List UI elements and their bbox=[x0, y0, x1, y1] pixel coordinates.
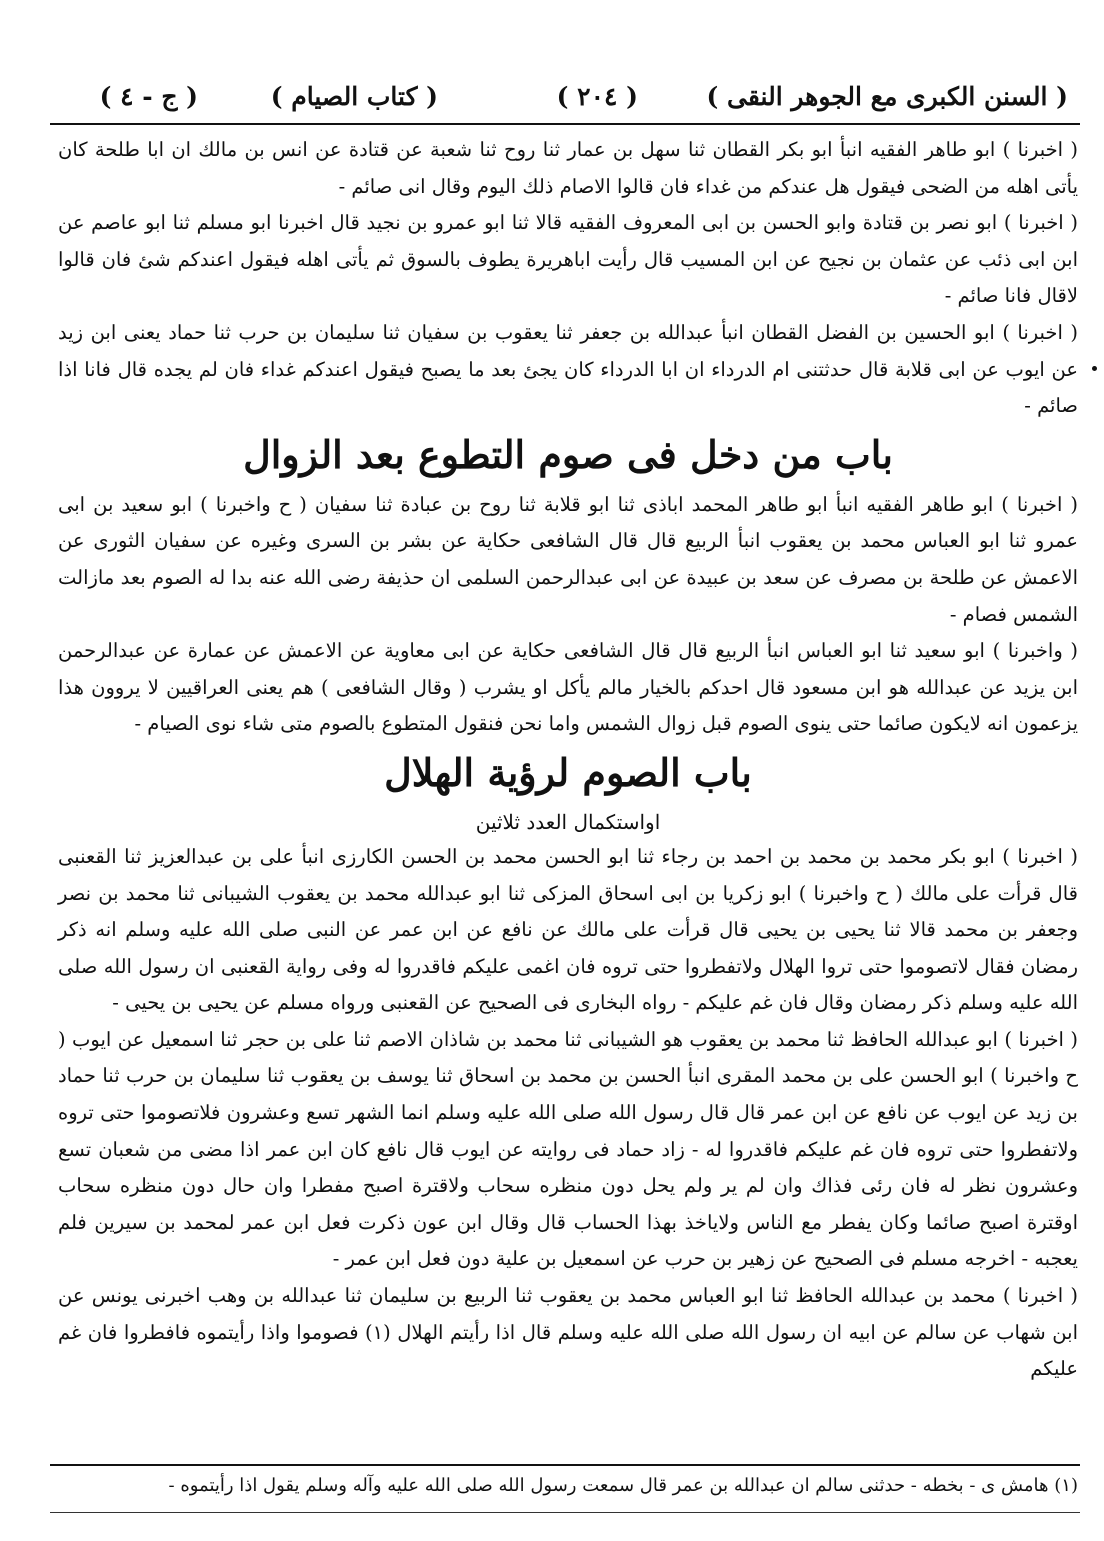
footnote: (١) هامش ى - بخطه - حدثنى سالم ان عبدالله بن عمر قال سمعت رسول الله صلى الله عليه وآله وسلم يقول اذا رأيتموه - bbox=[168, 1475, 1078, 1496]
margin-mark bbox=[1092, 366, 1097, 371]
hadith-paragraph: ( اخبرنا ) ابو طاهر الفقيه انبأ ابو بكر القطان ثنا سهل بن عمار ثنا روح ثنا شعبة عن قتادة عن انس بن مالك ان ابا طلحة كان يأتى اهله من الضحى فيقول هل عندكم من غداء فان قالوا الاصام ذلك اليوم وقال انى صائم - bbox=[58, 138, 1078, 198]
section-heading: باب من دخل فى صوم التطوع بعد الزوال bbox=[243, 431, 893, 477]
section-subheading: اواستكمال العدد ثلاثين bbox=[475, 809, 661, 834]
section-heading: باب الصوم لرؤية الهلال bbox=[384, 749, 752, 795]
hadith-paragraph: ( اخبرنا ) ابو بكر محمد بن محمد بن احمد بن رجاء ثنا ابو الحسن محمد بن الحسن الكارزى انبأ على بن عبدالعزيز ثنا القعنبى قال قرأت على مالك ( ح واخبرنا ) ابو زكريا بن ابى اسحاق المزكى ثنا ابو عبدالله محمد بن يعقوب الشيبانى ثنا محمد بن نصر وجعفر بن محمد قالا ثنا يحيى بن يحيى قال قرأت على مالك عن نافع عن ابن عمر عن النبى صلى الله عليه وسلم انه ذكر رمضان فقال لاتصوموا حتى تروا الهلال ولاتفطروا حتى تروه فان اغمى عليكم فاقدروا له وفى رواية القعنبى ان رسول الله صلى الله عليه وسلم ذكر رمضان وقال فان غم عليكم - رواه البخارى فى الصحيح عن القعنبى ورواه مسلم عن يحيى بن يحيى - bbox=[58, 844, 1078, 1015]
volume-label: ( ج - ٤ ) bbox=[99, 82, 198, 111]
bottom-divider bbox=[50, 1512, 1080, 1513]
chapter-title: ( كتاب الصيام ) bbox=[270, 82, 438, 111]
header-divider bbox=[50, 123, 1080, 125]
book-title: ( السنن الكبرى مع الجوهر النقى ) bbox=[706, 82, 1068, 111]
hadith-paragraph: ( اخبرنا ) محمد بن عبدالله الحافظ ثنا ابو العباس محمد بن يعقوب ثنا الربيع بن سليمان ثنا عبدالله بن وهب اخبرنى يونس عن ابن شهاب عن سالم عن ابيه ان رسول الله صلى الله عليه وسلم قال اذا رأيتم الهلال (١) فصوموا واذا رأيتموه فافطروا فان غم عليكم bbox=[58, 1284, 1078, 1381]
hadith-paragraph: ( اخبرنا ) ابو الحسين بن الفضل القطان انبأ عبدالله بن جعفر ثنا يعقوب بن سفيان ثنا سليمان بن حرب ثنا حماد يعنى ابن زيد عن ايوب عن ابى قلابة قال حدثتنى ام الدرداء ان ابا الدرداء كان يجئ بعد ما يصبح فيقول اعندكم غداء فان لم يجده قال فانا اذا صائم - bbox=[58, 320, 1078, 418]
page-number: ( ٢٠٤ ) bbox=[556, 82, 638, 111]
hadith-paragraph: ( اخبرنا ) ابو نصر بن قتادة وابو الحسن بن ابى المعروف الفقيه قالا ثنا ابو عمرو بن نجيد قال اخبرنا ابو مسلم ثنا ابو عاصم عن ابن ابى ذئب عن عثمان بن نجيح عن ابن المسيب قال رأيت اباهريرة يطوف بالسوق ثم يأتى اهله فيقول اعندكم شئ فان قالوا لاقال فانا صائم - bbox=[58, 211, 1078, 308]
page-body bbox=[58, 132, 1078, 1388]
hadith-paragraph: ( اخبرنا ) ابو عبدالله الحافظ ثنا محمد بن يعقوب هو الشيبانى ثنا محمد بن شاذان الاصم ثنا على بن حجر ثنا اسمعيل عن ايوب ( ح واخبرنا ) ابو الحسن على بن محمد المقرى انبأ الحسن بن محمد بن اسحاق ثنا يوسف بن يعقوب ثنا سليمان بن حرب ثنا حماد بن زيد عن ايوب عن نافع عن ابن عمر قال قال رسول الله صلى الله عليه وسلم انما الشهر تسع وعشرون فلاتصوموا حتى تروه ولاتفطروا حتى تروه فان غم عليكم فاقدروا له - زاد حماد فى روايته عن ايوب قال نافع كان ابن عمر اذا مضى من شعبان تسع وعشرون نظر له فان رئى فذاك وان لم ير ولم يحل دون منظره سحاب ولاقترة اصبح مفطرا وان حال دون منظره سحاب اوقترة اصبح صائما وكان يفطر مع الناس ولاياخذ بهذا الحساب قال وقال ابن عون ذكرت فعل ابن عمر لمحمد بن سيرين فلم يعجبه - اخرجه مسلم فى الصحيح عن زهير بن حرب عن اسمعيل بن علية دون فعل ابن عمر - bbox=[58, 1027, 1078, 1271]
hadith-paragraph: ( اخبرنا ) ابو طاهر الفقيه انبأ ابو طاهر المحمد اباذى ثنا ابو قلابة ثنا روح بن عبادة ثنا سفيان ( ح واخبرنا ) ابو سعيد بن ابى عمرو ثنا ابو العباس محمد بن يعقوب انبأ الربيع قال قال الشافعى حكاية عن بشر بن السرى وغيره عن سفيان الثورى عن الاعمش عن طلحة بن مصرف عن سعد بن عبيدة عن ابى عبدالرحمن السلمى ان حذيفة رضى الله عنه بدا له الصوم بعد مازالت الشمس فصام - bbox=[58, 492, 1078, 626]
hadith-paragraph: ( واخبرنا ) ابو سعيد ثنا ابو العباس انبأ الربيع قال قال الشافعى حكاية عن ابى معاوية عن الاعمش عن عمارة عن عبدالرحمن ابن يزيد عن عبدالله هو ابن مسعود قال احدكم بالخيار مالم يأكل او يشرب ( وقال الشافعى ) هم يعنى العراقيين لا يروون هذا يزعمون انه لايكون صائما حتى ينوى الصوم قبل زوال الشمس واما نحن فنقول المتطوع بالصوم متى شاء نوى الصيام - bbox=[58, 639, 1078, 736]
page-header bbox=[58, 82, 1078, 122]
footnote-divider bbox=[50, 1464, 1080, 1466]
